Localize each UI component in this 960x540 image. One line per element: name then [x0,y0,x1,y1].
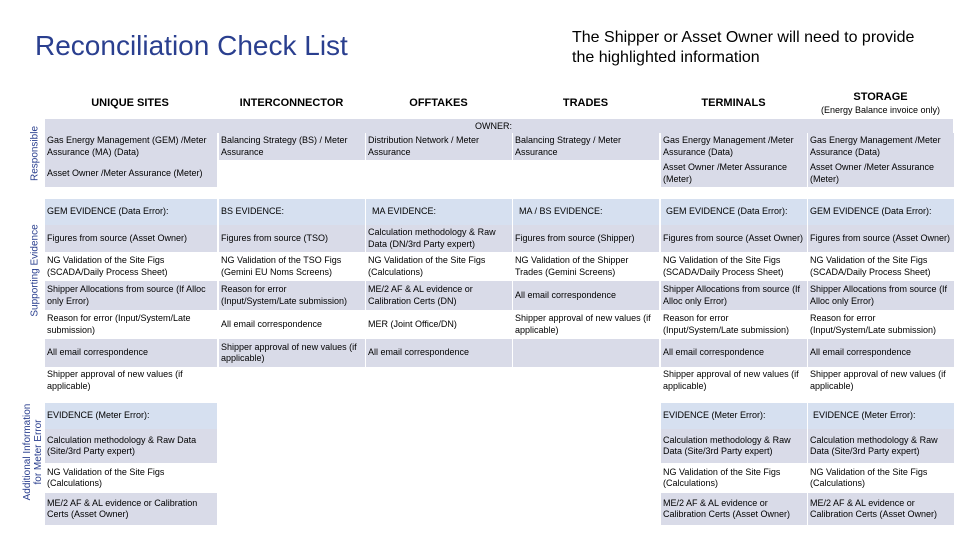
evidence-trades-4: Shipper approval of new values (if applicable) [513,310,659,339]
evidence-header-unique-sites: GEM EVIDENCE (Data Error): [45,199,217,225]
additional-information-label [22,382,46,522]
evidence-header-offtakes: MA EVIDENCE: [366,199,512,225]
evidence-storage-2: NG Validation of the Site Figs (SCADA/Daily Process Sheet) [808,252,954,281]
evidence-trades-5-blank [513,339,659,367]
meter-error-terminals-3: ME/2 AF & AL evidence or Calibration Certs (Asset Owner) [661,493,807,525]
additional-information-line1: Additional Information [22,403,33,501]
responsible-storage-2: Asset Owner /Meter Assurance (Meter) [808,160,954,187]
evidence-terminals-5: All email correspondence [661,339,807,367]
evidence-trades-1: Figures from source (Shipper) [513,225,659,252]
column-header-trades: TRADES [562,97,609,109]
evidence-storage-6: Shipper approval of new values (if applicable) [808,367,954,394]
evidence-interconnector-2: NG Validation of the TSO Figs (Gemini EU Noms Screens) [219,252,365,281]
responsible-label: Responsible [29,125,41,182]
evidence-unique-sites-2: NG Validation of the Site Figs (SCADA/Daily Process Sheet) [45,252,217,281]
meter-error-storage-2: NG Validation of the Site Figs (Calculations) [808,463,954,493]
evidence-unique-sites-5: All email correspondence [45,339,217,367]
column-header-offtakes: OFFTAKES [409,97,468,109]
evidence-storage-1: Figures from source (Asset Owner) [808,225,954,252]
meter-error-header-unique-sites: EVIDENCE (Meter Error): [45,403,217,429]
meter-error-unique-sites-2: NG Validation of the Site Figs (Calculations) [45,463,217,493]
evidence-header-terminals: GEM EVIDENCE (Data Error): [661,199,807,225]
responsible-trades: Balancing Strategy / Meter Assurance [513,133,659,160]
evidence-header-interconnector: BS EVIDENCE: [219,199,365,225]
additional-information-line2: for Meter Error [33,419,44,485]
evidence-unique-sites-3: Shipper Allocations from source (If Alloc only Error) [45,281,217,310]
responsible-interconnector: Balancing Strategy (BS) / Meter Assurance [219,133,365,160]
evidence-interconnector-3: Reason for error (Input/System/Late submission) [219,281,365,310]
evidence-storage-3: Shipper Allocations from source (If Alloc only Error) [808,281,954,310]
evidence-header-storage: GEM EVIDENCE (Data Error): [808,199,954,225]
evidence-header-trades: MA / BS EVIDENCE: [513,199,659,225]
responsible-storage-1: Gas Energy Management /Meter Assurance (Data) [808,133,954,160]
column-header-storage [808,88,953,118]
storage-subtitle: (Energy Balance invoice only) [820,105,941,115]
evidence-trades-2: NG Validation of the Shipper Trades (Gemini Screens) [513,252,659,281]
responsible-unique-sites-1: Gas Energy Management (GEM) /Meter Assurance (MA) (Data) [45,133,217,160]
meter-error-header-terminals: EVIDENCE (Meter Error): [661,403,807,429]
column-header-unique-sites: UNIQUE SITES [91,97,169,109]
responsible-terminals-1: Gas Energy Management /Meter Assurance (Data) [661,133,807,160]
evidence-interconnector-4: All email correspondence [219,310,365,339]
evidence-offtakes-4: MER (Joint Office/DN) [366,310,512,339]
highlight-note: The Shipper or Asset Owner will need to provide the highlighted information [572,29,915,66]
evidence-offtakes-3: ME/2 AF & AL evidence or Calibration Certs (DN) [366,281,512,310]
supporting-evidence-label: Supporting Evidence [29,224,41,317]
column-header-interconnector: INTERCONNECTOR [239,97,344,109]
meter-error-terminals-2: NG Validation of the Site Figs (Calculations) [661,463,807,493]
meter-error-unique-sites-1: Calculation methodology & Raw Data (Site/3rd Party expert) [45,429,217,463]
page-title: Reconciliation Check List [35,30,348,61]
evidence-unique-sites-6: Shipper approval of new values (if applicable) [45,367,217,394]
evidence-trades-3: All email correspondence [513,281,659,310]
evidence-unique-sites-1: Figures from source (Asset Owner) [45,225,217,252]
meter-error-storage-1: Calculation methodology & Raw Data (Site/3rd Party expert) [808,429,954,463]
evidence-terminals-6: Shipper approval of new values (if applicable) [661,367,807,394]
evidence-offtakes-5: All email correspondence [366,339,512,367]
evidence-terminals-3: Shipper Allocations from source (If Alloc only Error) [661,281,807,310]
responsible-unique-sites-2: Asset Owner /Meter Assurance (Meter) [45,160,217,187]
evidence-storage-5: All email correspondence [808,339,954,367]
evidence-terminals-1: Figures from source (Asset Owner) [661,225,807,252]
evidence-offtakes-1: Calculation methodology & Raw Data (DN/3rd Party expert) [366,225,512,252]
column-header-terminals: TERMINALS [701,97,766,109]
evidence-interconnector-5: Shipper approval of new values (if applicable) [219,339,365,367]
evidence-offtakes-2: NG Validation of the Site Figs (Calculations) [366,252,512,281]
meter-error-header-storage: EVIDENCE (Meter Error): [808,403,954,429]
evidence-terminals-4: Reason for error (Input/System/Late submission) [661,310,807,339]
evidence-interconnector-1: Figures from source (TSO) [219,225,365,252]
evidence-unique-sites-4: Reason for error (Input/System/Late submission) [45,310,217,339]
responsible-offtakes: Distribution Network / Meter Assurance [366,133,512,160]
meter-error-terminals-1: Calculation methodology & Raw Data (Site/3rd Party expert) [661,429,807,463]
meter-error-unique-sites-3: ME/2 AF & AL evidence or Calibration Certs (Asset Owner) [45,493,217,525]
evidence-terminals-2: NG Validation of the Site Figs (SCADA/Daily Process Sheet) [661,252,807,281]
owner-label: OWNER: [475,121,512,131]
meter-error-storage-3: ME/2 AF & AL evidence or Calibration Certs (Asset Owner) [808,493,954,525]
evidence-storage-4: Reason for error (Input/System/Late submission) [808,310,954,339]
storage-title: STORAGE [853,91,908,103]
responsible-terminals-2: Asset Owner /Meter Assurance (Meter) [661,160,807,187]
